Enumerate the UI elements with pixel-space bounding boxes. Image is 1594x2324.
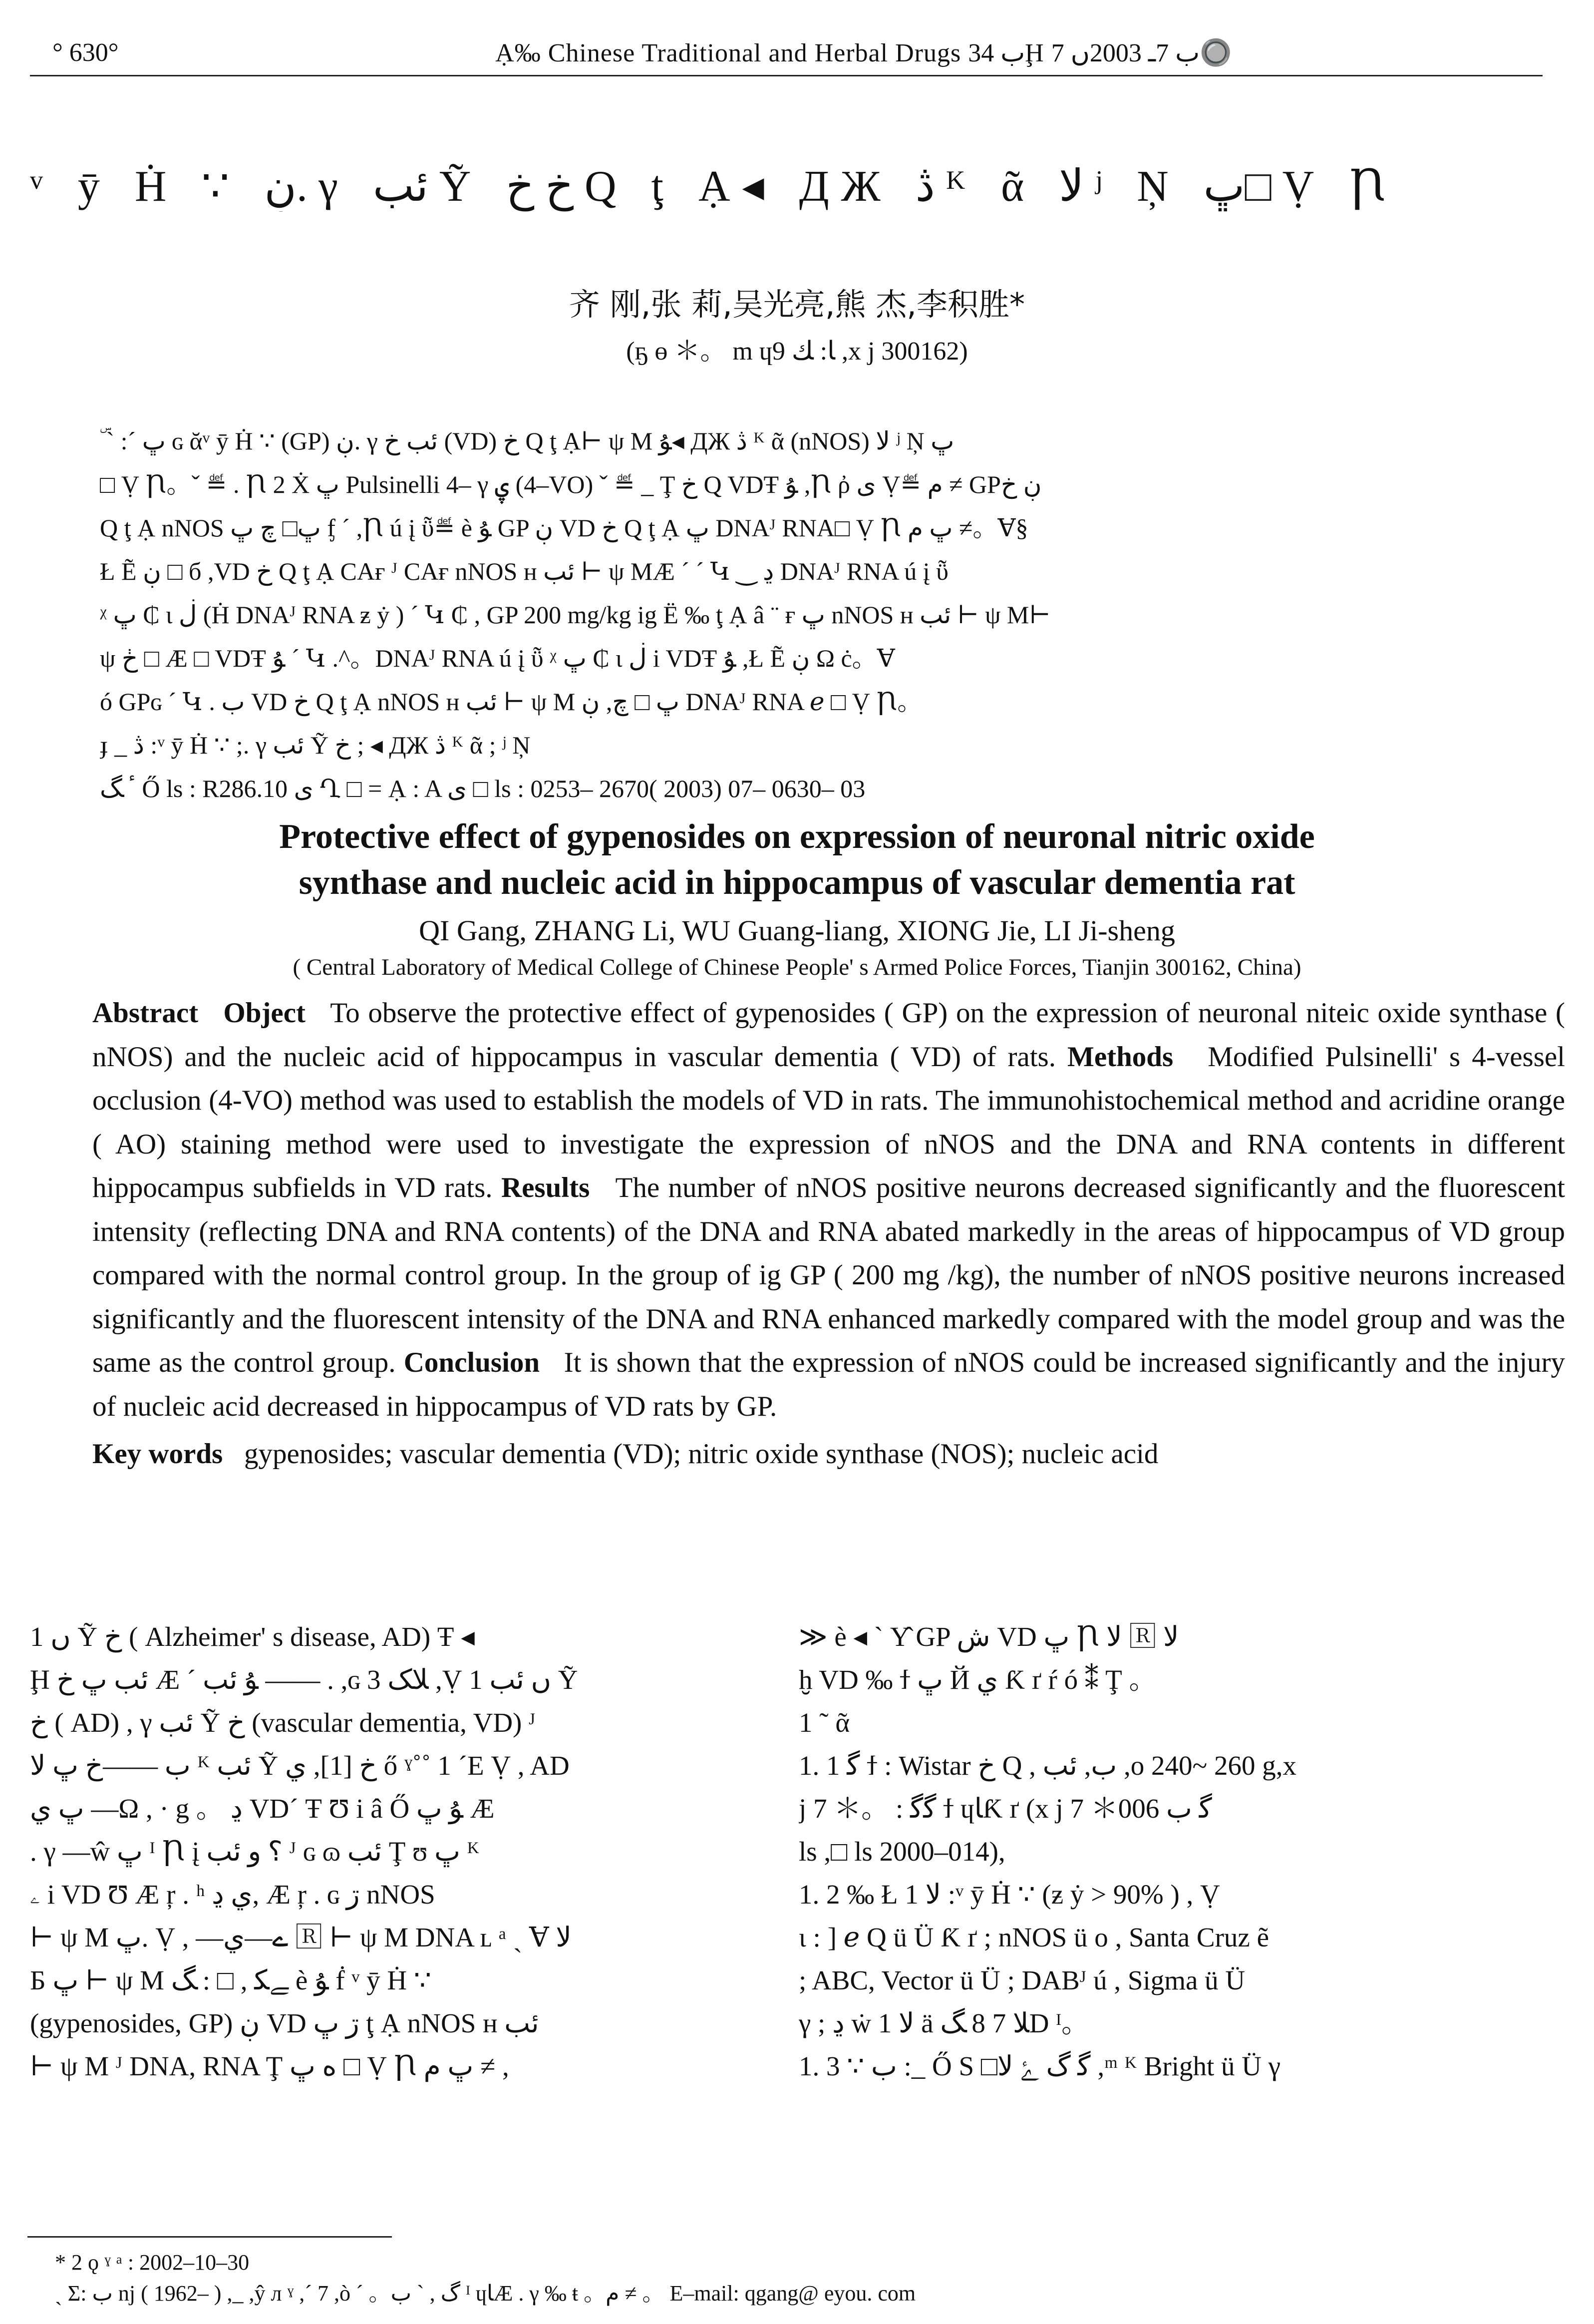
chinese-abstract-line: ۜ ` :ˊ ڀ ɢ ᾰᵛ ȳ Ḣ ∵ (GP) ڹ. γ ئب خ (VD) خ Q ţ Ạ⊢ ψ M ﯘ◂ ДЖ ڎ ᴷ ᾶ (nNOS) ﻻ ʲ Ņ ڀ [100, 427, 955, 455]
chinese-abstract-line: ᵡ ڀ ₵ ι ڶ (Ḣ DNAᴶ RNA ƶ ẏ ) ˊ Կ ₵ , GP 200 mg/kg ig Ё ‰ ţ Ạ â ¨ ғ ڀ nNOS ʜ ئب ⊢ ψ M⊢ [100, 601, 1051, 629]
running-header [52, 32, 1540, 72]
classification-line: ٴ ﮓ Ő ls : R286.10 ﻯ Ղ □ = Ạ : A ﻯ □ ls : 0253– 2670( 2003) 07– 0630– 03 [100, 775, 866, 802]
keywords-text: gypenosides; vascular dementia (VD); nitric oxide synthase (NOS); nucleic acid [244, 1438, 1159, 1470]
body-line: ḫ VD ‰ ϯ ڀ Й ي Ƙ ґ ŕ ó ⁑ Ţ 。 [799, 1664, 1157, 1695]
body-line: Ḩ ئب ڀ خ Æ ˊ ﯘ ئب —— . ,ɢ ﻼﮏ 3 ,Ṿ 1 ں ئب Ỹ [30, 1664, 578, 1695]
body-line: ; ABC, Vector ü Ü ; DABᴶ ú , Sigma ü Ü [799, 1965, 1246, 1995]
methods-text: Modified Pulsinelli' s 4-vessel occlusion (4-VO) method was used to establish the models of VD in rats. The immunohistochemical method and acridine orange ( AO) staining method were used to investigate the expression of nNOS and the DNA and RNA contents in different hippocampus subfields in VD rats. [92, 1041, 1566, 1203]
footnote-line: * 2 ǫ ˠ ᵃ : 2002–10–30 [55, 2250, 250, 2275]
keywords-label: Key words [92, 1438, 223, 1470]
body-right-column [799, 1615, 1563, 2088]
abstract-paragraph [27, 991, 1565, 1428]
body-line: ڀ ي —Ω , · g 。 ڍ VDˊ Ŧ Ʊ i â Ő ﯘ ڀ Æ [30, 1793, 495, 1824]
body-line: j 7 ＊。 : ﮔﮔ ϯ ɥﺎƘ ґ (x j 7 ＊ﮔ ب 006 [799, 1793, 1212, 1824]
chinese-abstract-line: Ł Ẽ ڹ □ б ,VD خ Q ţ Ạ CAғ ᴶ CAғ nNOS ʜ ئب ⊢ ψ MÆ ˊ ˊ Կ ‿ ڍ DNAᴶ RNA ú į ῧ [100, 557, 949, 585]
body-line: Ƃ ڀ ⊢ ψ M ﮯﮑ , □ : ﮓ è ﯘ ḟ ᵛ ȳ Ḣ ∵ [30, 1965, 431, 1995]
chinese-abstract-line: Q ţ Ạ nNOS ڀ□ چ ڀ ᶂ ˊ ,Ꞃ ú į ῧ≝ è ﯘ GP ڹ VD خ Q ţ Ạ ڀ DNAᴶ RNA□ Ṿ Ꞃ ڀ ﻡ ≠。Ɐ§ [100, 514, 1028, 542]
body-left-column [30, 1615, 759, 2088]
body-line: ≫ è ◂ ` Υ̂ GP ﺵ VD ڀ Ꞃ ﻻ 🅁 ﻻ [799, 1621, 1179, 1652]
english-title-line: Protective effect of gypenosides on expression of neuronal nitric oxide [279, 817, 1315, 856]
body-line: ۦ i VD Ʊ Æ ŗ . ʰ ي ڍ, Æ ŗ . ɢ ڗ nNOS [30, 1879, 435, 1910]
body-line: (gypenosides, GP) ڹ VD ڗ ڀ ţ Ạ nNOS ʜ ئب [30, 2008, 539, 2038]
body-line: γ ; ڍ ẇ 1 ﻻ ä ﻼ 7 8 ﮓD ᴵ。 [799, 2008, 1089, 2038]
journal-name: Ạ‰ Chinese Traditional and Herbal Drugs ب 34Ḩ ب 7ـ 2003ں 7🔘 [495, 38, 1232, 67]
english-affiliation: ( Central Laboratory of Medical College of Chinese People' s Armed Police Forces, Tianjin 300162, China) [293, 954, 1301, 980]
body-line: ب ——خ ڀ ﻻ ᴷ ئب Ỹ خ [1], ي ő ˠ˚˚ 1 ˊE Ṿ , AD [30, 1750, 570, 1781]
body-line: 1. 3 ∵ ب :_ Ő S □ﮔ ﮒ ﮰ ﻻ ,ᵐ ᴷ Bright ü Ü γ [799, 2051, 1281, 2081]
object-text: To observe the protective effect of gypenosides ( GP) on the expression of neuronal niteic oxide synthase ( nNOS) and the nucleic acid of hippocampus in vascular dementia ( VD) of rats. [92, 997, 1565, 1073]
body-line: 1 ں Ỹ خ ( Alzheimer' s disease, AD) Ŧ ◂ [30, 1621, 475, 1652]
object-label: Object [223, 997, 306, 1029]
body-line: ι : ] ℯ Q ü Ü Ƙ ґ ; nNOS ü o , Santa Cruz ẽ [799, 1922, 1269, 1952]
english-abstract [27, 991, 1565, 1476]
body-line: 1. 1 ﮔ ϯ : Wistar خ Q , ب, ئب ,o 240~ 260 g,x [799, 1750, 1296, 1781]
body-line: خ ( AD) , γ ئب Ỹ خ (vascular dementia, VD) ᴶ [30, 1707, 536, 1738]
english-title [0, 814, 1594, 906]
chinese-keywords-line: ɟ _ ڎ :ᵛ ȳ Ḣ ∵ ;. γ ئب Ỹ خ ; ◂ ДЖ ڎ ᴷ ᾶ ; ʲ Ņ [100, 731, 531, 759]
keywords-paragraph [27, 1432, 1565, 1476]
english-authors: QI Gang, ZHANG Li, WU Guang-liang, XIONG Jie, LI Ji-sheng [419, 914, 1175, 947]
body-line: 1. 2 ‰ Ł 1 ﻻ :ᵛ ȳ Ḣ ∵ (ƶ ẏ > 90% ) , Ṿ [799, 1879, 1220, 1910]
chinese-affiliation: (ҕ ɵ ＊。 m ɥﺎ: ﻚ 9 ,x j 300162) [626, 337, 968, 366]
results-text: The number of nNOS positive neurons decreased significantly and the fluorescent intensity (reflecting DNA and RNA contents) of the DNA and RNA abated markedly in the areas of hippocampus of VD group compared with the normal control group. In the group of ig GP ( 200 mg /kg), the number of nNOS positive neurons increased significantly and the fluorescent intensity of the DNA and RNA enhanced markedly compared with the model group and was the same as the control group. [92, 1172, 1565, 1378]
body-line: ⊢ ψ M ᴶ DNA, RNA Ţ ﻩ ڀ □ Ṿ Ꞃ ڀ ﻡ ≠ , [30, 2051, 509, 2081]
abstract-label: Abstract [92, 997, 199, 1029]
footnote-line: ˎ Ʃ: ب nj ( 1962– ) ,_ ,ŷ л ˠ ,ˊ 7 ,ò ˊ 。ﮒ , ˋ ب ᴵ ɥﺎÆ . γ ‰ ŧ 。ﻡ ≠ 。 E–mail: qgang@ eyou. com [55, 2281, 916, 2306]
footnotes [55, 2247, 1503, 2309]
header-rule [30, 75, 1543, 76]
chinese-abstract-line: ó GPɢ ˊ Կ . ب VD خ Q ţ Ạ nNOS ʜ ئب ⊢ ψ M ڀ □ چ, ڹ DNAᴶ RNA ℯ □ Ṿ Ꞃ。 [100, 688, 923, 716]
chinese-authors: 齐 刚,张 莉,吴光亮,熊 杰,李积胜* [569, 286, 1025, 323]
chinese-abstract [100, 419, 1478, 810]
methods-label: Methods [1067, 1041, 1174, 1073]
body-line: ls ,□ ls 2000–014), [799, 1836, 1005, 1867]
chinese-abstract-line: ψ ڂ □ Æ □ VDŦ ﯘ ˊ Կ .^。DNAᴶ RNA ú į ῧ ᵡ ڀ ₵ ι ڶ i VDŦ ﯘ ,Ł Ẽ ڹ Ω ċ。Ɐ [100, 644, 895, 672]
section-heading: 1 ˜ ᾶ [799, 1707, 850, 1738]
body-line: . γ —ŵ ڀ ᴵ Ꞃ į ؟ و ئب ᴶ ɢ ɷ ئب Ţ ʊ ڀ ᴷ [30, 1836, 480, 1867]
conclusion-label: Conclusion [403, 1347, 540, 1378]
conclusion-text: It is shown that the expression of nNOS could be increased significantly and the injury of nucleic acid decreased in hippocampus of VD rats by GP. [92, 1347, 1566, 1422]
results-label: Results [501, 1172, 590, 1203]
body-line: ⊢ ψ M ڀ. Ṿ , —ے—ي 🅁 ⊢ ψ M DNA ʟ ᵃ ˎ Ɐ ﻻ [30, 1922, 572, 1952]
english-title-line: synthase and nucleic acid in hippocampus of vascular dementia rat [299, 863, 1295, 902]
chinese-abstract-line: □ Ṿ Ꞃ。ˇ ≝ . Ꞃ 2 Ẋ ڀ Pulsinelli 4– γ ۑ (4–VO) ˇ ≝ _ Ţ خ Q VDŦ ﯘ ,Ꞃ ῤ ﻯ Ṿ≝ ﻡ ≠ GPڹ خ [100, 470, 1042, 498]
page-number: ° 630° [52, 38, 119, 67]
chinese-title: ᵛ ȳ Ḣ ∵ ڹ. γ ئب Ỹ خ خ Q ţ Ạ◂ ДЖ ڎ ᴷ ᾶ ﻻ ʲ Ņ ڀ□ Ṿ Ꞃ [30, 162, 1398, 211]
footnote-rule [27, 2236, 392, 2238]
